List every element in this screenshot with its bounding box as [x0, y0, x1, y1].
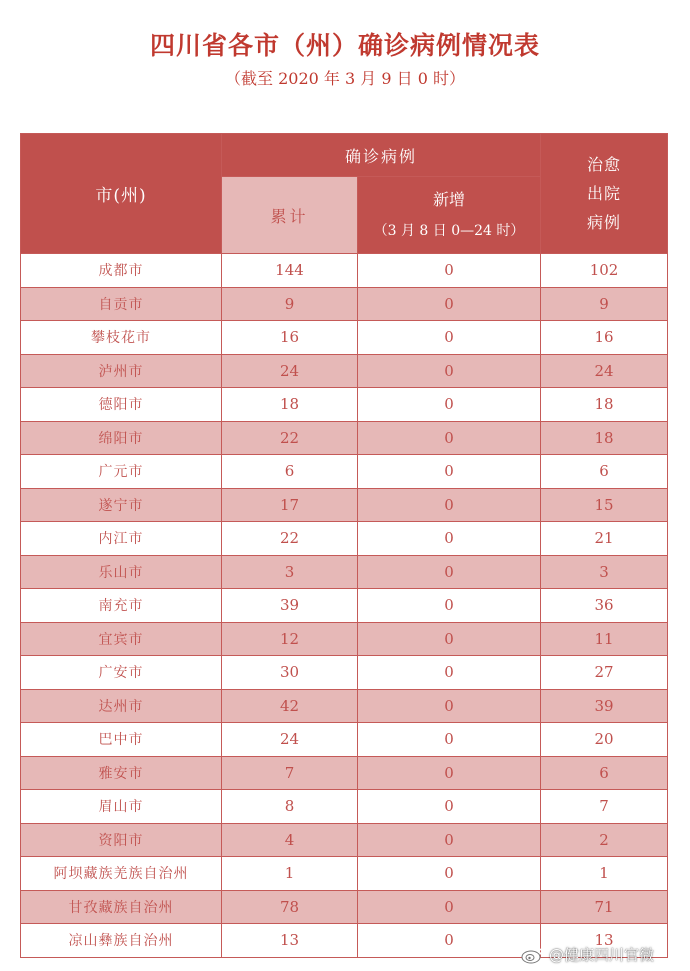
new-cell: 0 — [358, 622, 541, 656]
new-cell: 0 — [358, 857, 541, 891]
cumulative-cell: 39 — [222, 589, 358, 623]
cured-cell: 11 — [541, 622, 668, 656]
city-cell: 广安市 — [21, 656, 222, 690]
city-cell: 遂宁市 — [21, 488, 222, 522]
table-row — [21, 254, 668, 288]
cumulative-cell: 22 — [222, 421, 358, 455]
city-cell: 眉山市 — [21, 790, 222, 824]
table-row — [21, 421, 668, 455]
cumulative-cell: 24 — [222, 354, 358, 388]
table-body — [21, 254, 668, 958]
table-row — [21, 488, 668, 522]
table-row — [21, 857, 668, 891]
cured-cell: 39 — [541, 689, 668, 723]
city-cell: 资阳市 — [21, 823, 222, 857]
city-cell: 甘孜藏族自治州 — [21, 890, 222, 924]
new-cell: 0 — [358, 522, 541, 556]
cured-cell: 18 — [541, 388, 668, 422]
cumulative-cell: 42 — [222, 689, 358, 723]
city-cell: 德阳市 — [21, 388, 222, 422]
table-row — [21, 656, 668, 690]
weibo-icon — [520, 946, 546, 964]
cured-cell: 24 — [541, 354, 668, 388]
new-cell: 0 — [358, 790, 541, 824]
city-cell: 凉山彝族自治州 — [21, 924, 222, 958]
new-cell: 0 — [358, 823, 541, 857]
cumulative-cell: 1 — [222, 857, 358, 891]
cumulative-cell: 24 — [222, 723, 358, 757]
header-cured-line3: 病例 — [587, 213, 622, 232]
cumulative-cell: 18 — [222, 388, 358, 422]
table-row — [21, 890, 668, 924]
table-row — [21, 388, 668, 422]
city-cell: 南充市 — [21, 589, 222, 623]
table-row — [21, 354, 668, 388]
cured-cell: 3 — [541, 555, 668, 589]
cured-cell: 2 — [541, 823, 668, 857]
city-cell: 乐山市 — [21, 555, 222, 589]
new-cell: 0 — [358, 656, 541, 690]
cumulative-cell: 144 — [222, 254, 358, 288]
cumulative-cell: 30 — [222, 656, 358, 690]
table-row — [21, 522, 668, 556]
table-row — [21, 723, 668, 757]
table-row — [21, 622, 668, 656]
header-cured — [541, 134, 668, 254]
page-title: 四川省各市（州）确诊病例情况表 — [149, 31, 540, 60]
header-confirmed-group: 确诊病例 — [222, 134, 541, 177]
table-row — [21, 455, 668, 489]
cumulative-cell: 78 — [222, 890, 358, 924]
new-cell: 0 — [358, 321, 541, 355]
city-cell: 绵阳市 — [21, 421, 222, 455]
city-cell: 攀枝花市 — [21, 321, 222, 355]
cured-cell: 15 — [541, 488, 668, 522]
table-row — [21, 689, 668, 723]
city-cell: 内江市 — [21, 522, 222, 556]
city-cell: 雅安市 — [21, 756, 222, 790]
table-row — [21, 287, 668, 321]
cumulative-cell: 16 — [222, 321, 358, 355]
header-new-label: 新增 — [433, 189, 466, 209]
new-cell: 0 — [358, 455, 541, 489]
table-row — [21, 790, 668, 824]
cured-cell: 13 — [541, 924, 668, 958]
new-cell: 0 — [358, 890, 541, 924]
new-cell: 0 — [358, 421, 541, 455]
cumulative-cell: 22 — [222, 522, 358, 556]
table-row — [21, 589, 668, 623]
new-cell: 0 — [358, 756, 541, 790]
city-cell: 广元市 — [21, 455, 222, 489]
cumulative-cell: 8 — [222, 790, 358, 824]
city-cell: 成都市 — [21, 254, 222, 288]
city-cell: 自贡市 — [21, 287, 222, 321]
cured-cell: 102 — [541, 254, 668, 288]
header-cured-line2: 出院 — [587, 184, 622, 203]
cured-cell: 6 — [541, 756, 668, 790]
cured-cell: 6 — [541, 455, 668, 489]
city-cell: 宜宾市 — [21, 622, 222, 656]
table-row — [21, 321, 668, 355]
watermark-text: @健康四川官微 — [549, 946, 655, 964]
header-new — [358, 177, 541, 254]
new-cell: 0 — [358, 388, 541, 422]
table-row — [21, 823, 668, 857]
cumulative-cell: 17 — [222, 488, 358, 522]
new-cell: 0 — [358, 287, 541, 321]
header-cumulative: 累计 — [222, 177, 358, 254]
cured-cell: 71 — [541, 890, 668, 924]
header-city: 市(州) — [21, 134, 222, 254]
new-cell: 0 — [358, 254, 541, 288]
new-cell: 0 — [358, 723, 541, 757]
header-cured-line1: 治愈 — [587, 155, 622, 174]
header-new-note: （3 月 8 日 0—24 时） — [373, 222, 525, 239]
new-cell: 0 — [358, 589, 541, 623]
table-row — [21, 555, 668, 589]
cumulative-cell: 4 — [222, 823, 358, 857]
city-cell: 阿坝藏族羌族自治州 — [21, 857, 222, 891]
new-cell: 0 — [358, 555, 541, 589]
new-cell: 0 — [358, 488, 541, 522]
cured-cell: 36 — [541, 589, 668, 623]
cumulative-cell: 9 — [222, 287, 358, 321]
cured-cell: 21 — [541, 522, 668, 556]
cured-cell: 9 — [541, 287, 668, 321]
weibo-watermark — [520, 944, 654, 965]
city-cell: 巴中市 — [21, 723, 222, 757]
new-cell: 0 — [358, 689, 541, 723]
cumulative-cell: 6 — [222, 455, 358, 489]
cases-table — [20, 133, 668, 958]
cumulative-cell: 12 — [222, 622, 358, 656]
city-cell: 泸州市 — [21, 354, 222, 388]
cured-cell: 20 — [541, 723, 668, 757]
cured-cell: 1 — [541, 857, 668, 891]
table-row — [21, 756, 668, 790]
cumulative-cell: 13 — [222, 924, 358, 958]
new-cell: 0 — [358, 924, 541, 958]
page-subtitle: （截至 2020 年 3 月 9 日 0 时） — [225, 69, 465, 88]
cumulative-cell: 3 — [222, 555, 358, 589]
cured-cell: 18 — [541, 421, 668, 455]
new-cell: 0 — [358, 354, 541, 388]
cured-cell: 27 — [541, 656, 668, 690]
city-cell: 达州市 — [21, 689, 222, 723]
cured-cell: 16 — [541, 321, 668, 355]
cured-cell: 7 — [541, 790, 668, 824]
cumulative-cell: 7 — [222, 756, 358, 790]
